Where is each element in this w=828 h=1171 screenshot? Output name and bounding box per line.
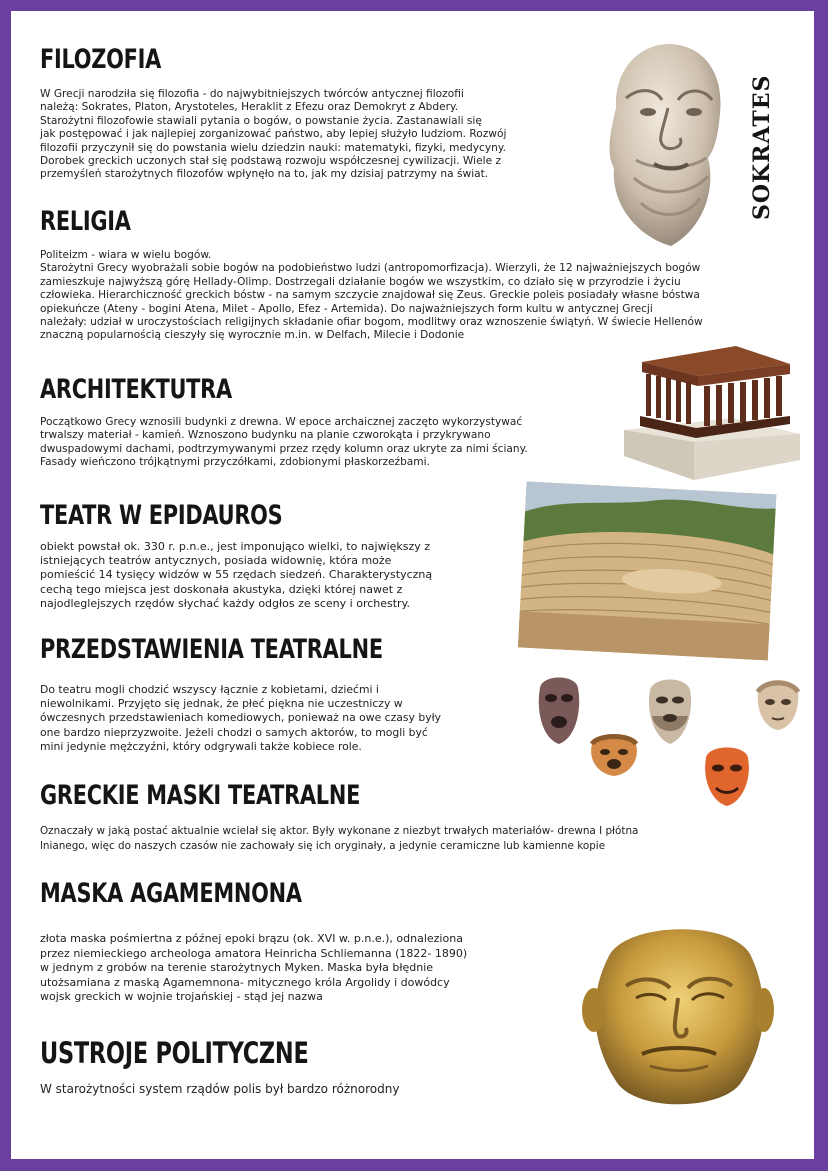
section-title-filozofia: FILOZOFIA	[40, 44, 162, 75]
socrates-bust-image	[596, 38, 731, 250]
section-title-architektura: ARCHITEKTUTRA	[40, 374, 232, 405]
section-title-maski: GRECKIE MASKI TEATRALNE	[40, 780, 361, 811]
section-text-teatr: obiekt powstał ok. 330 r. p.n.e., jest imponująco wielki, to największy z istniejących teatrów antycznych, posiada widownię, która może pomieścić 14 tysięcy widzów w 55 rzędach siedzeń. Charakterystyczną cechą tego miejsca jest doskonała akustyka, dzięki której nawet z najodleglejszych rzędów słychać każdy odgłos ze sceny i orchestry.	[40, 540, 433, 610]
section-text-przedstawienia: Do teatru mogli chodzić wszyscy łącznie z kobietami, dziećmi i niewolnikami. Przyjęto się jednak, że płeć piękna nie uczestniczy w ówczesnych przedstawieniach komediowych, ponieważ na owe czasy były one bardzo nieprzyzwoite. Jeżeli chodzi o samych aktorów, to mogli być mini jedynie mężczyźni, który odgrywali także kobiece role.	[40, 683, 442, 753]
theatre-mask-image	[646, 676, 694, 746]
section-text-agamemnon: złota maska pośmiertna z późnej epoki brązu (ok. XVI w. p.n.e.), odnaleziona przez niemieckiego archeologa amatora Heinricha Schliemanna (1822- 1890) w jednym z grobów na terenie starożytnych Myken. Maska była błędnie utożsamiana z maską Agamemnona- mitycznego króla Argolidy i dowódcy wojsk greckich w wojnie trojańskiej - stąd jej nazwa	[40, 932, 468, 1004]
section-title-ustroje: USTROJE POLITYCZNE	[40, 1036, 309, 1070]
section-title-przedstawienia: PRZEDSTAWIENIA TEATRALNE	[40, 634, 383, 665]
section-text-maski: Oznaczały w jaką postać aktualnie wcielał się aktor. Były wykonane z niezbyt trwałych materiałów- drewna I płótna lnianego, więc do naszych czasów nie zachowały się ich oryginały, a jedynie ceramiczne lub kamienne kopie	[40, 825, 639, 852]
greek-temple-model-image	[624, 342, 800, 482]
epidaurus-theatre-image	[522, 488, 777, 660]
theatre-mask-image	[702, 742, 752, 808]
section-title-teatr: TEATR W EPIDAUROS	[40, 500, 283, 531]
section-text-filozofia: W Grecji narodziła się filozofia - do najwybitniejszych twórców antycznej filozofii należą: Sokrates, Platon, Arystoteles, Heraklit z Efezu oraz Demokryt z Abdery. Starożytni filozofowie stawiali pytania o bogów, o powstanie życia. Zastanawiali się jak postępować i jak najlepiej zorganizować państwo, aby lepiej służyło ludziom. Rozwój filozofii przyczynił się do powstania wielu dziedzin nauki: matematyki, fizyki, medycyny. Dorobek greckich uczonych stał się podstawą rozwoju współczesnej cywilizacji. Wiele z przemyśleń starożytnych filozofów wpłynęło na to, jak my dzisiaj patrzymy na świat.	[40, 88, 507, 181]
section-title-religia: RELIGIA	[40, 206, 131, 237]
socrates-caption: SOKRATES	[749, 74, 775, 220]
section-text-ustroje: W starożytności system rządów polis był bardzo różnorodny	[40, 1082, 400, 1096]
section-title-agamemnon: MASKA AGAMEMNONA	[40, 878, 302, 909]
section-text-religia: Politeizm - wiara w wielu bogów. Starożytni Grecy wyobrażali sobie bogów na podobieństwo ludzi (antropomorfizacja). Wierzyli, że 12 najważniejszych bogów zamieszkuje najwyższą górę Hellady-Olimp. Dostrzegali działanie bogów we wszystkim, co działo się w przyrodzie i życiu człowieka. Hierarchiczność greckich bóstw - na samym szczycie znajdował się Zeus. Greckie poleis posiadały własne bóstwa opiekuńcze (Ateny - bogini Atena, Milet - Apollo, Efez - Artemida). Do najważniejszych form kultu w antycznej Grecji należały: udział w uroczystościach religijnych składanie ofiar bogom, modlitwy oraz wznoszenie świątyń. W świecie Hellenów znaczną popularnością cieszyły się wyrocznie m.in. w Delfach, Milecie i Dodonie	[40, 249, 703, 342]
theatre-mask-image	[536, 672, 582, 746]
section-text-architektura: Początkowo Grecy wznosili budynki z drewna. W epoce archaicznej zaczęto wykorzystywać trwalszy materiał - kamień. Wznoszono budynku na planie czworokąta i przykrywano dwuspadowymi dachami, podtrzymywanymi przez rzędy kolumn oraz ukryte za nimi ściany. Fasady wieńczono trójkątnymi przyczółkami, zdobionymi płaskorzeźbami.	[40, 416, 528, 469]
theatre-mask-image	[588, 730, 640, 778]
agamemnon-mask-image	[580, 914, 776, 1114]
theatre-mask-image	[754, 674, 802, 732]
